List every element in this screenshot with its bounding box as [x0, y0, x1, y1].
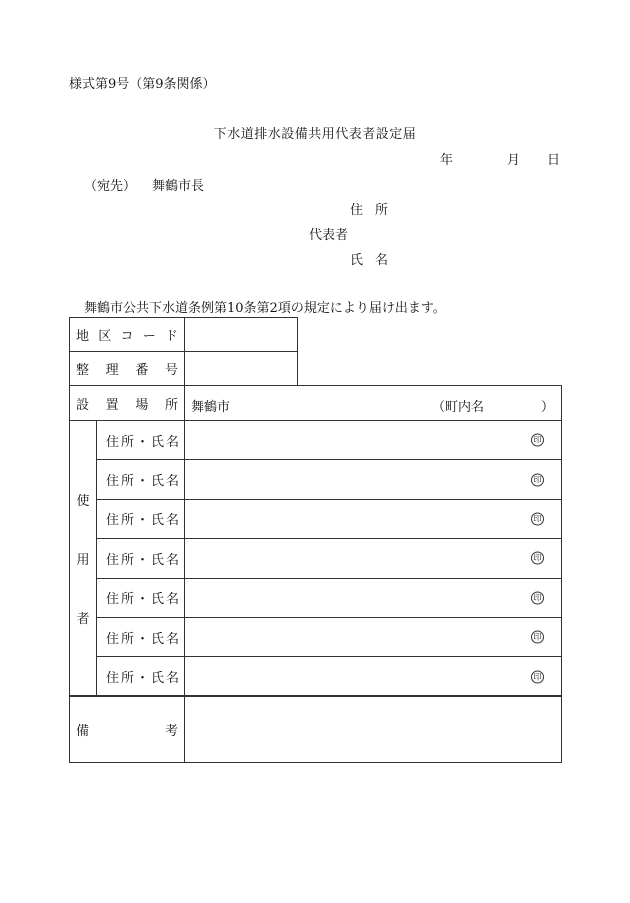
seal-mark: 印 [531, 591, 544, 604]
date-year-label: 年 [440, 153, 454, 168]
representative-name-label: 氏名 [350, 253, 401, 268]
reference-number-label: 整 理 番 号 [70, 352, 185, 386]
seal-mark: 印 [531, 434, 544, 447]
user-row-field[interactable] [185, 460, 562, 499]
users-table [69, 420, 562, 697]
install-location-field[interactable] [185, 386, 562, 421]
seal-mark: 印 [531, 552, 544, 565]
user-row-field[interactable] [185, 578, 562, 617]
user-row-label: 住所・氏名 [97, 617, 185, 656]
user-row-label: 住所・氏名 [97, 578, 185, 617]
seal-mark: 印 [531, 631, 544, 644]
form-number: 様式第9号（第9条関係） [69, 77, 216, 92]
representative-label: 代表者 [309, 228, 349, 243]
user-row-field[interactable] [185, 499, 562, 538]
code-table [69, 317, 298, 386]
user-row-label: 住所・氏名 [97, 657, 185, 696]
seal-mark: 印 [531, 512, 544, 525]
user-row-label: 住所・氏名 [97, 421, 185, 460]
date-month-label: 月 [507, 153, 521, 168]
document-title: 下水道排水設備共用代表者設定届 [213, 127, 417, 142]
date-day-label: 日 [547, 153, 561, 168]
install-city: 舞鶴市 [191, 400, 231, 415]
addressee [84, 175, 204, 194]
users-side-label: 使 用 者 [70, 421, 97, 697]
seal-mark: 印 [531, 473, 544, 486]
install-location-label: 設 置 場 所 [70, 386, 185, 421]
reference-number-field[interactable] [185, 352, 298, 386]
representative-address-label: 住所 [350, 203, 401, 218]
install-town-label: （町内名 [432, 400, 485, 415]
user-row-field[interactable] [185, 617, 562, 656]
install-town-close: ） [541, 400, 555, 415]
district-code-field[interactable] [185, 318, 298, 352]
seal-mark: 印 [531, 670, 544, 683]
user-row-label: 住所・氏名 [97, 539, 185, 578]
district-code-label: 地 区 コ ー ド [70, 318, 185, 352]
remarks-field[interactable] [185, 696, 562, 763]
remarks-label: 備 考 [70, 696, 185, 763]
user-row-label: 住所・氏名 [97, 499, 185, 538]
user-row-field[interactable] [185, 657, 562, 696]
user-row-label: 住所・氏名 [97, 460, 185, 499]
user-row-field[interactable] [185, 421, 562, 460]
addressee-name: 舞鶴市長 [152, 179, 205, 194]
addressee-prefix: （宛先） [84, 179, 137, 194]
location-table [69, 385, 562, 421]
user-row-field[interactable] [185, 539, 562, 578]
remarks-table [69, 695, 562, 763]
statement: 舞鶴市公共下水道条例第10条第2項の規定により届け出ます。 [84, 301, 446, 316]
